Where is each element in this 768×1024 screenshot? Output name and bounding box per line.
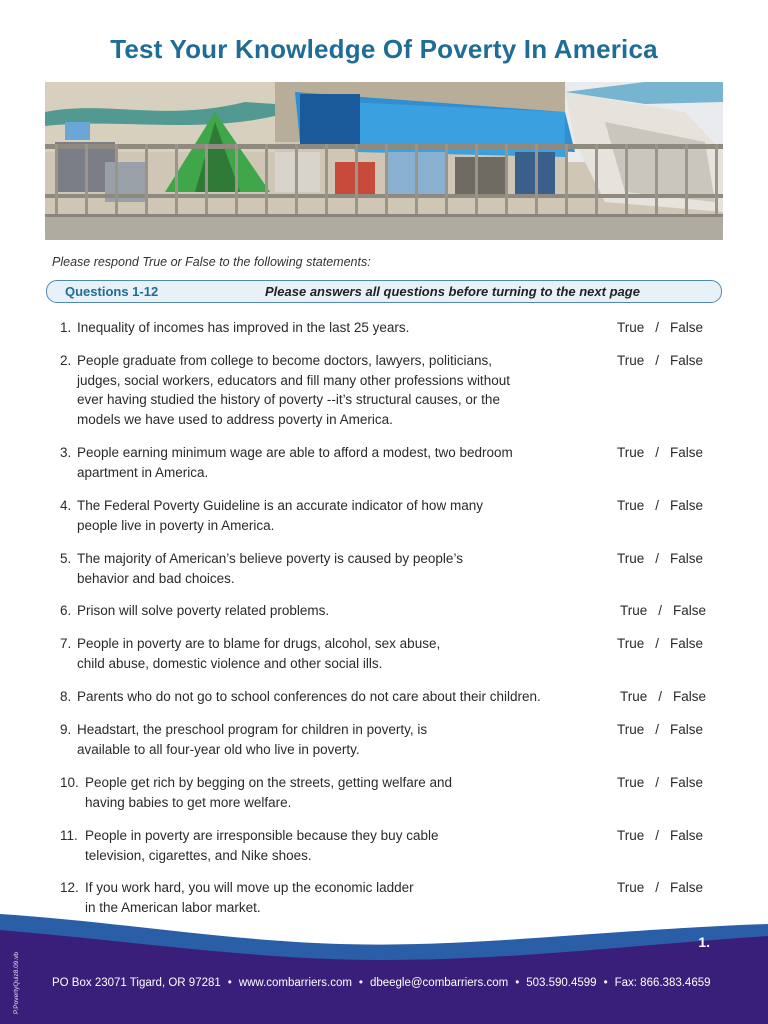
option-separator: /: [655, 353, 660, 368]
option-separator: /: [658, 603, 663, 618]
true-false-choice[interactable]: [617, 351, 703, 371]
false-option[interactable]: False: [673, 603, 707, 618]
false-option[interactable]: False: [673, 689, 707, 704]
true-option[interactable]: True: [617, 498, 645, 513]
question-number: 9.: [60, 722, 72, 737]
footer-fax: Fax: 866.383.4659: [614, 977, 711, 989]
true-false-choice[interactable]: [617, 496, 703, 516]
footer-phone: 503.590.4599: [526, 977, 597, 989]
true-false-choice[interactable]: [617, 318, 703, 338]
false-option[interactable]: False: [670, 880, 704, 895]
false-option[interactable]: False: [670, 551, 704, 566]
page-title: Test Your Knowledge Of Poverty In America: [110, 34, 658, 64]
question-text: People in poverty are irresponsible because they buy cable television, cigarettes, and Nike shoes.: [85, 828, 439, 863]
question-text: People get rich by begging on the streets, getting welfare and having babies to get more welfare.: [85, 775, 452, 810]
option-separator: /: [658, 689, 663, 704]
true-false-choice[interactable]: [617, 773, 703, 793]
question-number: 5.: [60, 551, 72, 566]
question-text: People in poverty are to blame for drugs, alcohol, sex abuse, child abuse, domestic violence and other social ills.: [77, 636, 441, 671]
true-false-choice[interactable]: [617, 634, 703, 654]
question-text: Headstart, the preschool program for children in poverty, is available to all four-year old who live in poverty.: [77, 722, 428, 757]
true-false-choice[interactable]: [617, 443, 703, 463]
option-separator: /: [655, 498, 660, 513]
question-number: 7.: [60, 636, 72, 651]
bullet-separator: •: [515, 977, 520, 989]
encampment-photo-illustration: [45, 82, 723, 240]
false-option[interactable]: False: [670, 445, 704, 460]
footer-email-link[interactable]: dbeegle@combarriers.com: [369, 977, 509, 989]
true-option[interactable]: True: [617, 775, 645, 790]
option-separator: /: [655, 636, 660, 651]
question-number: 12.: [60, 880, 79, 895]
question-number: 3.: [60, 445, 72, 460]
true-option[interactable]: True: [617, 880, 645, 895]
option-separator: /: [655, 445, 660, 460]
true-option[interactable]: True: [617, 828, 645, 843]
true-false-choice[interactable]: [617, 826, 703, 846]
question-text: Parents who do not go to school conferences do not care about their children.: [77, 689, 541, 704]
option-separator: /: [655, 828, 660, 843]
bullet-separator: •: [227, 977, 232, 989]
false-option[interactable]: False: [670, 775, 704, 790]
true-option[interactable]: True: [620, 689, 648, 704]
true-false-choice[interactable]: [617, 720, 703, 740]
question-text: If you work hard, you will move up the economic ladder in the American labor market.: [85, 880, 414, 915]
true-option[interactable]: True: [617, 353, 645, 368]
question-number: 2.: [60, 353, 72, 368]
footer-address: PO Box 23071 Tigard, OR 97281: [52, 977, 221, 989]
bullet-separator: •: [603, 977, 608, 989]
true-false-choice[interactable]: [617, 878, 703, 898]
question-text: People graduate from college to become doctors, lawyers, politicians, judges, social workers, educators and fill many other professions without ever having studied the history of poverty --it’s structural causes, or the models we have used to address poverty in America.: [77, 353, 510, 427]
false-option[interactable]: False: [670, 498, 704, 513]
true-false-choice[interactable]: [620, 687, 706, 707]
true-option[interactable]: True: [617, 636, 645, 651]
question-number: 10.: [60, 775, 79, 790]
questions-note: Please answers all questions before turning to the next page: [265, 284, 640, 299]
true-option[interactable]: True: [617, 551, 645, 566]
question-number: 8.: [60, 689, 72, 704]
true-option[interactable]: True: [617, 722, 645, 737]
true-false-choice[interactable]: [617, 549, 703, 569]
false-option[interactable]: False: [670, 636, 704, 651]
footer-website-link[interactable]: www.combarriers.com: [238, 977, 352, 989]
false-option[interactable]: False: [670, 320, 704, 335]
question-number: 6.: [60, 603, 72, 618]
instructions-text: Please respond True or False to the following statements:: [52, 255, 371, 269]
option-separator: /: [655, 551, 660, 566]
question-number: 4.: [60, 498, 72, 513]
document-code: P.PovertyQuiz8.09.vb: [13, 951, 20, 1014]
question-number: 11.: [60, 828, 78, 843]
question-number: 1.: [60, 320, 72, 335]
question-text: The Federal Poverty Guideline is an accurate indicator of how many people live in poverty in America.: [77, 498, 483, 533]
false-option[interactable]: False: [670, 828, 704, 843]
footer-wave: [0, 900, 768, 1024]
header-photo: [45, 82, 723, 240]
footer-contact: [52, 977, 711, 989]
page-number: 1.: [698, 934, 710, 950]
questions-range: Questions 1-12: [65, 284, 159, 299]
false-option[interactable]: False: [670, 353, 704, 368]
option-separator: /: [655, 880, 660, 895]
question-text: Inequality of incomes has improved in the last 25 years.: [77, 320, 410, 335]
true-option[interactable]: True: [620, 603, 648, 618]
option-separator: /: [655, 722, 660, 737]
bullet-separator: •: [358, 977, 363, 989]
question-text: Prison will solve poverty related problems.: [77, 603, 330, 618]
question-text: People earning minimum wage are able to afford a modest, two bedroom apartment in America.: [77, 445, 513, 480]
option-separator: /: [655, 775, 660, 790]
questions-header-bar: [46, 280, 722, 303]
question-text: The majority of American’s believe poverty is caused by people’s behavior and bad choices.: [77, 551, 463, 586]
option-separator: /: [655, 320, 660, 335]
true-false-choice[interactable]: [620, 601, 706, 621]
true-option[interactable]: True: [617, 445, 645, 460]
true-option[interactable]: True: [617, 320, 645, 335]
false-option[interactable]: False: [670, 722, 704, 737]
